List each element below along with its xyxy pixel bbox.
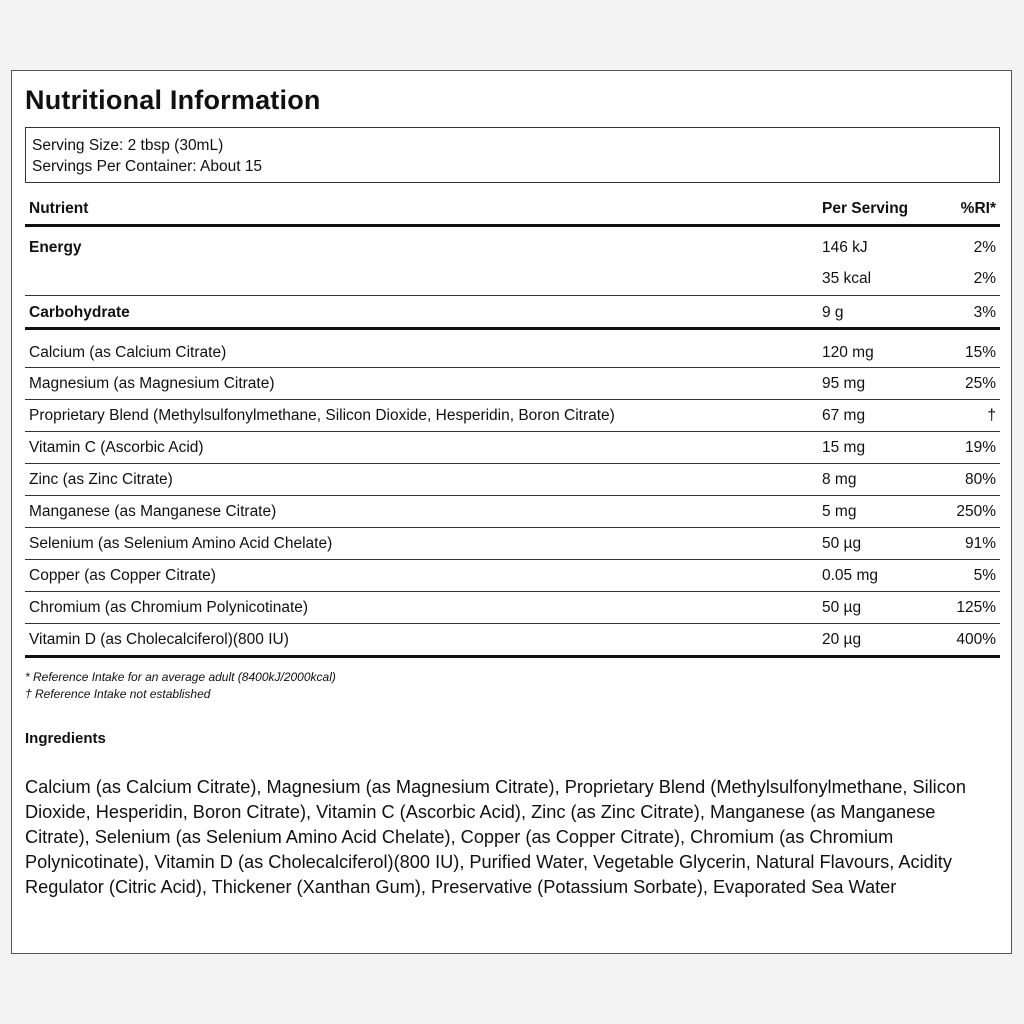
nutrient-ri: 5% [973,567,996,584]
nutrient-ri: 80% [964,471,996,488]
nutrient-ri: 25% [964,375,996,392]
page-title: Nutritional Information [25,85,321,115]
nutrient-name: Proprietary Blend (Methylsulfonylmethane, Silicon Dioxide, Hesperidin, Boron Citrate) [29,407,615,424]
nutrient-ri: 125% [956,599,996,616]
table-row [25,496,1000,528]
table-row [25,592,1000,624]
energy-kj-ri: 2% [973,239,996,256]
energy-label: Energy [29,239,82,256]
nutrient-name: Manganese (as Manganese Citrate) [29,503,277,520]
serving-info-box [25,127,1000,183]
table-row-energy [25,227,1000,296]
nutrient-name: Selenium (as Selenium Amino Acid Chelate) [29,535,333,552]
table-row [25,528,1000,560]
servings-per-container: Servings Per Container: About 15 [32,158,263,175]
table-row [25,624,1000,658]
table-row [25,400,1000,432]
energy-kj: 146 kJ [822,239,868,256]
nutrient-amount: 50 µg [822,535,862,552]
nutrient-amount: 95 mg [822,375,866,392]
nutrient-amount: 50 µg [822,599,862,616]
nutrient-ri: 15% [964,344,996,361]
header-per-serving: Per Serving [822,200,909,217]
table-row [25,432,1000,464]
nutrient-amount: 120 mg [822,344,874,361]
footnotes [25,669,336,703]
nutrient-ri: 250% [956,503,996,520]
table-row [25,560,1000,592]
nutrient-name: Calcium (as Calcium Citrate) [29,344,227,361]
nutrient-name: Vitamin D (as Cholecalciferol)(800 IU) [29,631,289,648]
nutrition-table [25,189,1000,658]
table-row [25,330,1000,368]
table-row-carbohydrate [25,296,1000,330]
footnote-reference-intake: * Reference Intake for an average adult (8400kJ/2000kcal) [25,670,336,684]
nutrient-ri: 19% [964,439,996,456]
energy-kcal-ri: 2% [973,270,996,287]
ingredients-text: Calcium (as Calcium Citrate), Magnesium (as Magnesium Citrate), Proprietary Blend (Methylsulfonylmethane, Silicon Dioxide, Hesperidin, Boron Citrate), Vitamin C (Ascorbic Acid), Zinc (as Zinc Citrate), Manganese (as Manganese Citrate), Selenium (as Selenium Amino Acid Chelate), Copper (as Copper Citrate), Chromium (as Chromium Polynicotinate), Vitamin D (as Cholecalciferol)(800 IU), Purified Water, Vegetable Glycerin, Natural Flavours, Acidity Regulator (Citric Acid), Thickener (Xanthan Gum), Preservative (Potassium Sorbate), Evaporated Sea Water [25,777,967,897]
carbohydrate-label: Carbohydrate [29,304,130,321]
footnote-not-established: † Reference Intake not established [25,687,211,701]
nutrient-amount: 5 mg [822,503,857,520]
nutrient-ri: † [987,407,996,424]
nutrient-name: Magnesium (as Magnesium Citrate) [29,375,275,392]
nutrient-amount: 20 µg [822,631,862,648]
nutrient-amount: 67 mg [822,407,866,424]
nutrient-amount: 8 mg [822,471,857,488]
nutrient-amount: 0.05 mg [822,567,879,584]
energy-kcal: 35 kcal [822,270,872,287]
nutrient-name: Zinc (as Zinc Citrate) [29,471,173,488]
ingredients-heading: Ingredients [25,730,106,747]
header-ri: %RI* [960,200,996,217]
nutrition-panel [11,70,1012,954]
carbohydrate-ri: 3% [973,304,996,321]
nutrient-ri: 400% [956,631,996,648]
table-header-row [25,189,1000,227]
table-row [25,368,1000,400]
serving-size: Serving Size: 2 tbsp (30mL) [32,137,224,154]
nutrient-name: Chromium (as Chromium Polynicotinate) [29,599,309,616]
table-row [25,464,1000,496]
nutrient-ri: 91% [964,535,996,552]
nutrient-name: Copper (as Copper Citrate) [29,567,216,584]
carbohydrate-amount: 9 g [822,304,844,321]
nutrient-name: Vitamin C (Ascorbic Acid) [29,439,204,456]
nutrient-amount: 15 mg [822,439,866,456]
header-nutrient: Nutrient [29,200,89,217]
